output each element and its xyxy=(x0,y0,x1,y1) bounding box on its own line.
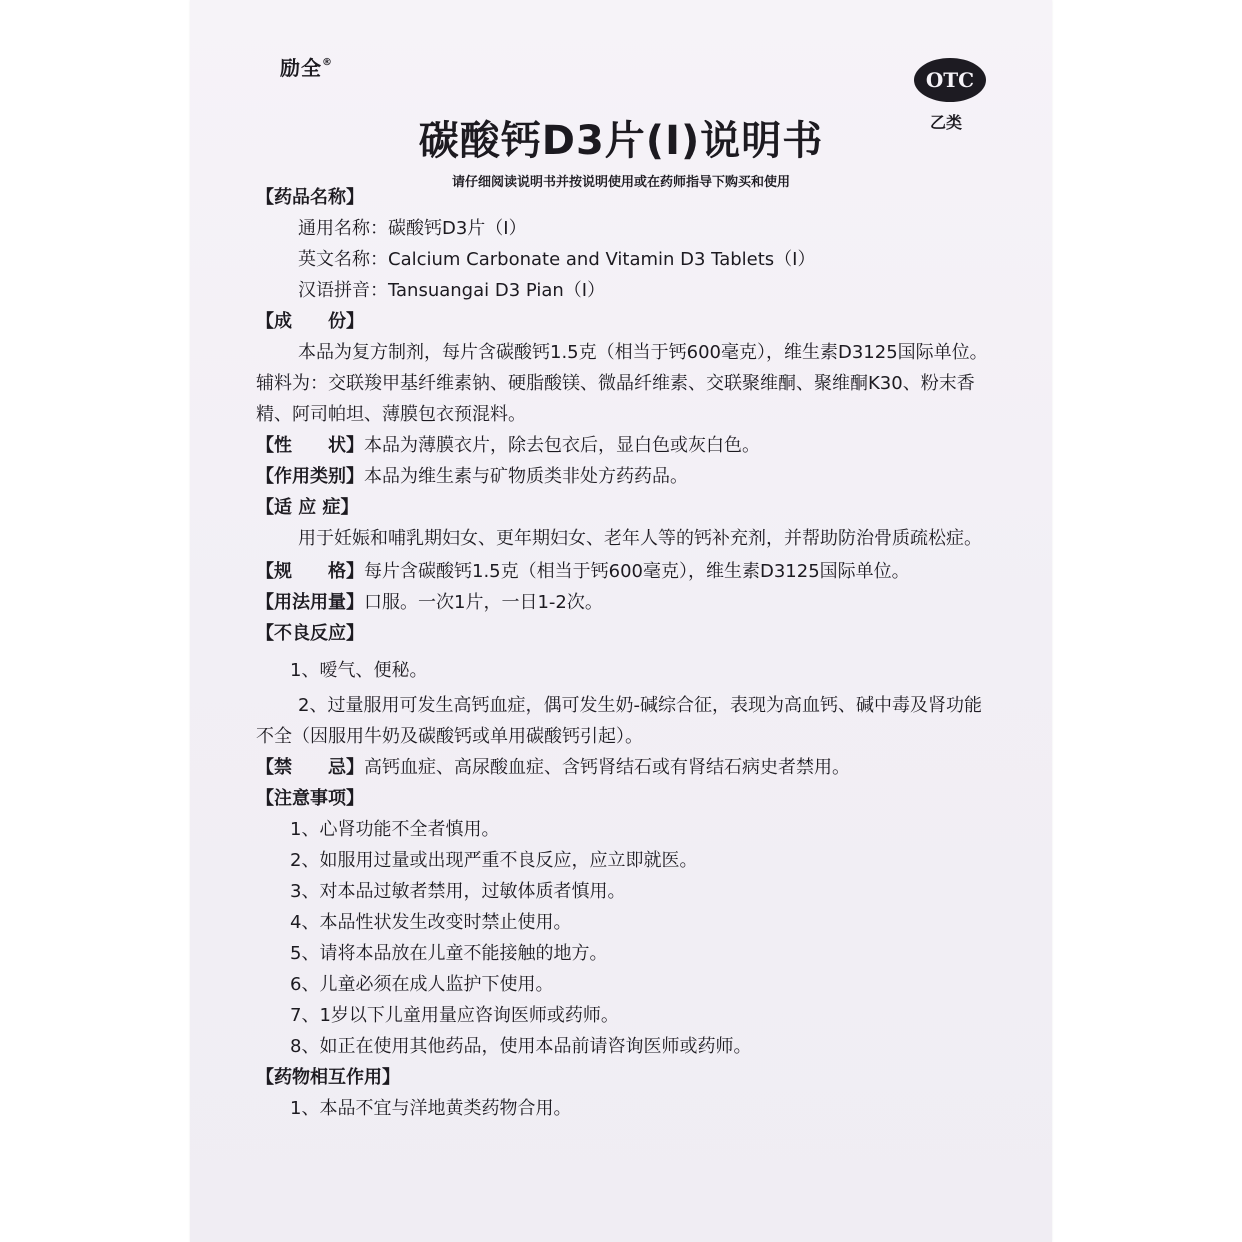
category-section xyxy=(256,461,996,492)
generic-name: 通用名称：碳酸钙D3片（I） xyxy=(298,218,527,239)
adverse-item-2: 2、过量服用可发生高钙血症，偶可发生奶-碱综合征，表现为高血钙、碱中毒及肾功能不全（因服用牛奶及碳酸钙或单用碳酸钙引起）。 xyxy=(256,695,982,747)
english-name: 英文名称：Calcium Carbonate and Vitamin D3 Tablets（I） xyxy=(298,249,816,270)
document-subtitle: 请仔细阅读说明书并按说明使用或在药师指导下购买和使用 xyxy=(451,175,790,190)
precaution-item: 1、心肾功能不全者慎用。 xyxy=(290,819,500,840)
precautions-heading: 【注意事项】 xyxy=(256,788,364,809)
category-heading: 【作用类别】 xyxy=(256,466,364,487)
ingredients-heading: 【成 份】 xyxy=(256,311,364,332)
precaution-item: 3、对本品过敏者禁用，过敏体质者慎用。 xyxy=(290,881,626,902)
adverse-heading: 【不良反应】 xyxy=(256,623,364,644)
indications-heading: 【适 应 症】 xyxy=(256,497,359,518)
properties-section xyxy=(256,430,996,461)
contraindications-section xyxy=(256,752,996,783)
drug-name-heading: 【药品名称】 xyxy=(256,187,364,208)
interaction-item: 1、本品不宜与洋地黄类药物合用。 xyxy=(290,1098,572,1119)
ingredients-text: 本品为复方制剂，每片含碳酸钙1.5克（相当于钙600毫克），维生素D3125国际单位。辅料为：交联羧甲基纤维素钠、硬脂酸镁、微晶纤维素、交联聚维酮、聚维酮K30、粉末香精、阿司帕坦、薄膜包衣预混料。 xyxy=(256,342,988,425)
dosage-section xyxy=(256,587,996,618)
properties-text: 本品为薄膜衣片，除去包衣后，显白色或灰白色。 xyxy=(364,435,760,456)
adverse-item-1: 1、嗳气、便秘。 xyxy=(290,660,428,681)
precaution-item: 7、1岁以下儿童用量应咨询医师或药师。 xyxy=(290,1005,619,1026)
category-text: 本品为维生素与矿物质类非处方药药品。 xyxy=(364,466,688,487)
precaution-item: 4、本品性状发生改变时禁止使用。 xyxy=(290,912,572,933)
properties-heading: 【性 状】 xyxy=(256,435,364,456)
specification-section xyxy=(256,556,996,587)
precaution-item: 2、如服用过量或出现严重不良反应，应立即就医。 xyxy=(290,850,698,871)
precaution-item: 6、儿童必须在成人监护下使用。 xyxy=(290,974,554,995)
indications-text: 用于妊娠和哺乳期妇女、更年期妇女、老年人等的钙补充剂，并帮助防治骨质疏松症。 xyxy=(298,528,982,549)
leaflet-body xyxy=(256,182,996,1124)
otc-class-label: 乙类 xyxy=(930,113,963,132)
otc-badge: OTC xyxy=(914,58,986,102)
dosage-text: 口服。一次1片，一日1-2次。 xyxy=(364,592,603,613)
interactions-heading: 【药物相互作用】 xyxy=(256,1067,400,1088)
registered-mark: ® xyxy=(322,57,333,69)
specification-heading: 【规 格】 xyxy=(256,561,364,582)
precaution-item: 5、请将本品放在儿童不能接触的地方。 xyxy=(290,943,608,964)
contraindications-heading: 【禁 忌】 xyxy=(256,757,364,778)
document-title: 碳酸钙D3片(I)说明书 xyxy=(418,118,824,164)
contraindications-text: 高钙血症、高尿酸血症、含钙肾结石或有肾结石病史者禁用。 xyxy=(364,757,850,778)
dosage-heading: 【用法用量】 xyxy=(256,592,364,613)
pinyin-name: 汉语拼音：Tansuangai D3 Pian（I） xyxy=(298,280,606,301)
precaution-item: 8、如正在使用其他药品，使用本品前请咨询医师或药师。 xyxy=(290,1036,752,1057)
specification-text: 每片含碳酸钙1.5克（相当于钙600毫克），维生素D3125国际单位。 xyxy=(364,561,910,582)
brand-name: 励全® xyxy=(280,56,333,80)
